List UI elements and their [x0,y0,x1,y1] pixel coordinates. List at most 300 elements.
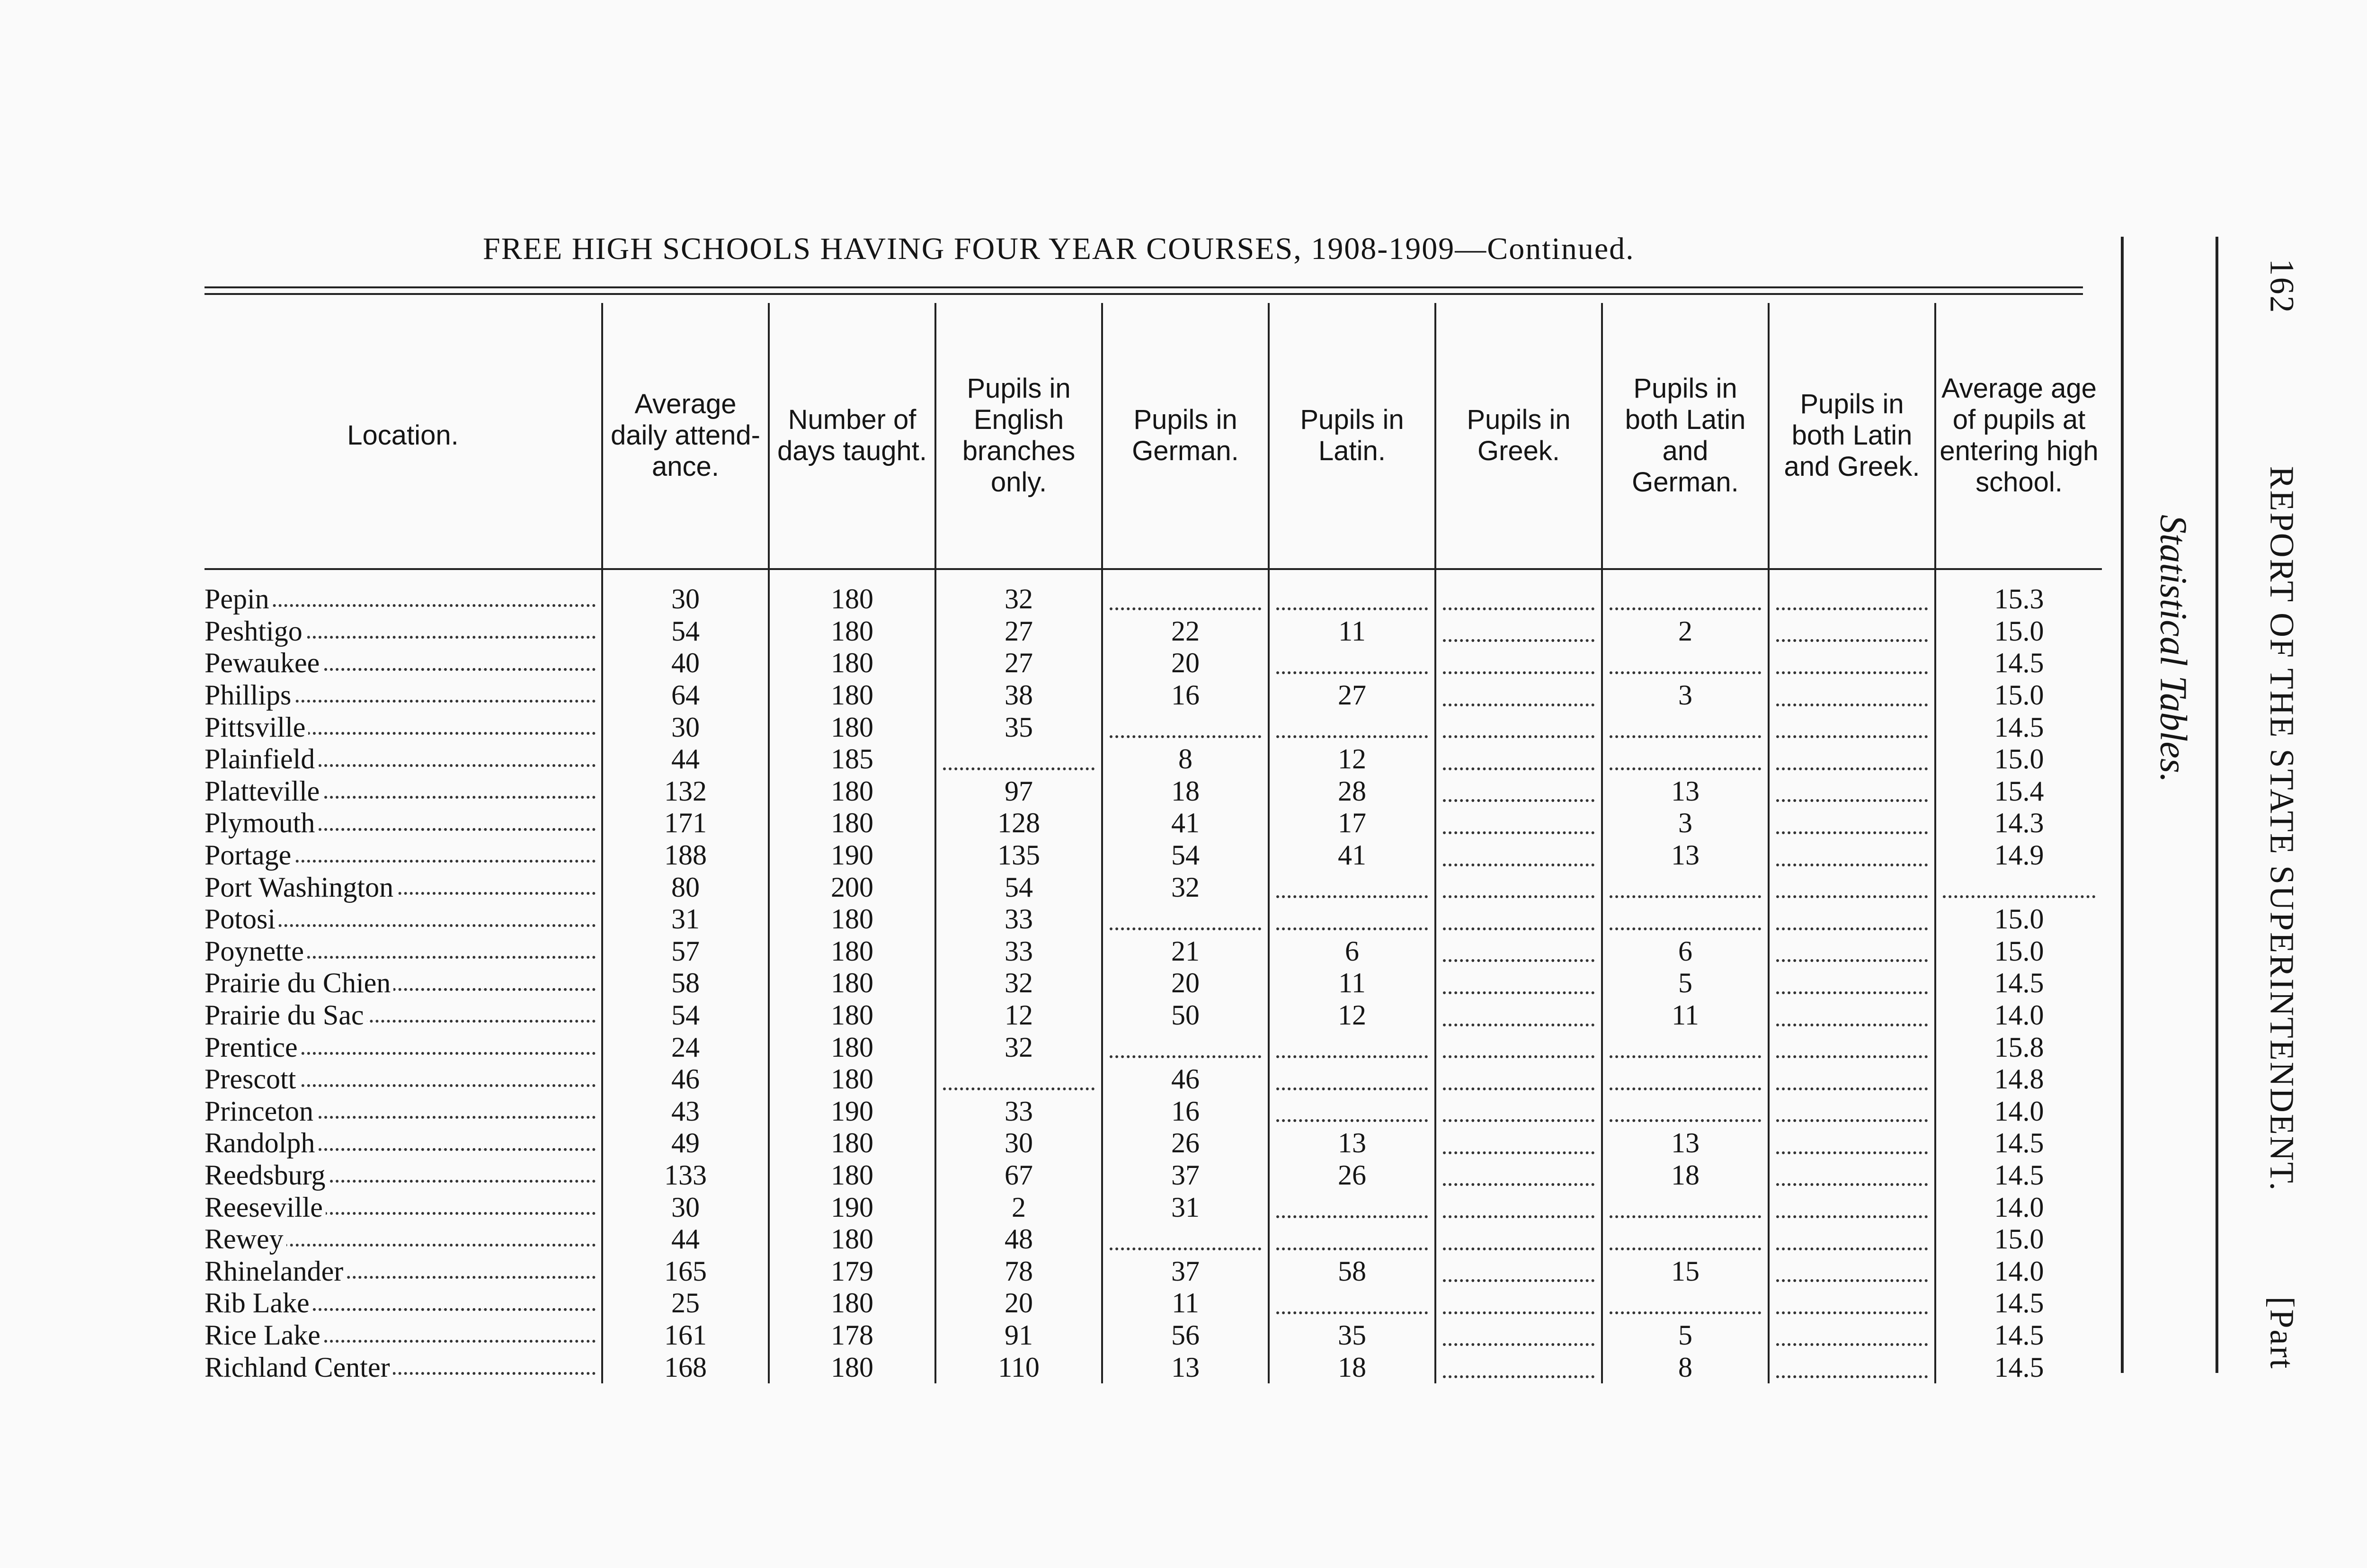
table-row [205,967,2102,999]
dotted-leader [1443,940,1594,962]
table-cell: 171 [602,807,769,839]
location-name: Pewaukee [205,647,322,678]
table-cell: 91 [935,1319,1102,1352]
table-cell: 5 [1602,1319,1769,1352]
table-cell: 15.0 [1935,935,2102,968]
table-row [205,1191,2102,1223]
table-cell: 3 [1602,679,1769,712]
table-cell: 41 [1269,839,1435,872]
dotted-leader [1610,1036,1761,1058]
table-cell: 30 [602,569,769,615]
table-cell: 80 [602,871,769,903]
table-cell: 14.0 [1935,1255,2102,1287]
table-cell: 22 [1102,615,1269,648]
table-cell [1769,1319,1935,1352]
table-cell: 132 [602,775,769,808]
dotted-leader [1610,1100,1761,1122]
table-cell: 178 [769,1319,935,1352]
table-cell: 135 [935,839,1102,872]
table-row [205,1127,2102,1159]
table-cell [1769,1031,1935,1063]
table-cell [1435,1031,1602,1063]
location-name: Pepin [205,583,272,615]
table-cell [1769,775,1935,808]
location-name: Pittsville [205,712,308,743]
table-cell: 35 [935,711,1102,743]
location-cell [205,999,602,1032]
page-title: FREE HIGH SCHOOLS HAVING FOUR YEAR COURSES, 1908-1909—Continued. [483,232,1635,266]
table-cell [1269,1063,1435,1096]
table-cell [1769,1063,1935,1096]
table-cell: 12 [1269,743,1435,775]
table-cell: 15.0 [1935,903,2102,935]
table-row [205,1319,2102,1352]
table-cell: 64 [602,679,769,712]
dotted-leader [1443,1132,1594,1154]
location-name: Poynette [205,935,307,967]
location-cell [205,1319,602,1352]
dotted-leader [1443,1356,1594,1378]
dotted-leader [1110,909,1261,930]
table-cell: 128 [935,807,1102,839]
location-cell [205,1159,602,1192]
table-cell [1269,871,1435,903]
location-name: Rhinelander [205,1256,346,1287]
table-cell: 2 [1602,615,1769,648]
location-cell [205,903,602,935]
column-header-days-taught: Number of days taught. [769,303,935,569]
dotted-leader [1443,876,1594,898]
table-cell [1769,807,1935,839]
table-cell: 32 [935,967,1102,999]
dotted-leader [1776,909,1928,930]
table-cell: 54 [602,999,769,1032]
table-cell: 180 [769,711,935,743]
table-row [205,807,2102,839]
table-cell: 180 [769,679,935,712]
location-cell [205,871,602,903]
table-cell: 58 [602,967,769,999]
dotted-leader [1776,1229,1928,1250]
table-cell: 43 [602,1096,769,1128]
table-cell [1435,807,1602,839]
table-cell: 180 [769,1063,935,1096]
statistics-table [205,303,2102,1383]
table-cell [1769,1159,1935,1192]
table-row [205,1096,2102,1128]
table-cell [1435,1127,1602,1159]
table-cell: 14.5 [1935,647,2102,679]
table-cell: 57 [602,935,769,968]
column-header-latin: Pupils in Latin. [1269,303,1435,569]
table-cell: 15.0 [1935,615,2102,648]
table-row [205,775,2102,808]
table-cell: 180 [769,1159,935,1192]
table-cell: 11 [1269,967,1435,999]
table-cell: 180 [769,775,935,808]
table-cell: 18 [1602,1159,1769,1192]
table-row [205,1351,2102,1383]
table-cell [1769,1096,1935,1128]
table-cell: 168 [602,1351,769,1383]
location-name: Prairie du Sac [205,999,367,1031]
table-cell: 46 [602,1063,769,1096]
table-cell: 180 [769,647,935,679]
location-name: Plymouth [205,807,318,838]
table-cell [1102,711,1269,743]
location-cell [205,1191,602,1223]
table-cell: 188 [602,839,769,872]
dotted-leader [1776,876,1928,898]
table-row [205,935,2102,968]
table-cell: 190 [769,1096,935,1128]
dotted-leader [1610,652,1761,674]
dotted-leader [1776,1164,1928,1186]
table-cell [1269,647,1435,679]
table-cell [1769,647,1935,679]
location-cell [205,647,602,679]
table-cell [1602,647,1769,679]
table-row [205,903,2102,935]
table-cell [1769,1351,1935,1383]
dotted-leader [1776,1036,1928,1058]
location-name: Prescott [205,1063,299,1095]
table-cell [1435,647,1602,679]
table-cell: 27 [935,647,1102,679]
table-cell: 33 [935,903,1102,935]
dotted-leader [943,748,1095,770]
table-row [205,1255,2102,1287]
location-name: Port Washington [205,872,396,903]
location-cell [205,679,602,712]
table-cell: 180 [769,999,935,1032]
table-row [205,569,2102,615]
column-header-greek: Pupils in Greek. [1435,303,1602,569]
table-cell: 37 [1102,1255,1269,1287]
table-cell: 200 [769,871,935,903]
dotted-leader [1776,972,1928,994]
table-cell: 48 [935,1223,1102,1256]
table-cell: 46 [1102,1063,1269,1096]
dotted-leader [1276,716,1428,738]
table-cell: 18 [1269,1351,1435,1383]
dotted-leader [1443,1324,1594,1346]
table-cell: 185 [769,743,935,775]
dotted-leader [1110,1036,1261,1058]
location-cell [205,1255,602,1287]
table-cell: 6 [1602,935,1769,968]
table-cell [1602,1287,1769,1319]
table-cell: 33 [935,935,1102,968]
side-subtitle: Statistical Tables. [2152,514,2194,783]
table-cell: 180 [769,1351,935,1383]
table-cell: 180 [769,1031,935,1063]
table-cell: 180 [769,569,935,615]
dotted-leader [1443,1164,1594,1186]
dotted-leader [1110,1229,1261,1250]
table-row [205,1031,2102,1063]
dotted-leader [1776,1196,1928,1218]
table-cell: 180 [769,903,935,935]
dotted-leader [1443,1292,1594,1314]
dotted-leader [1443,685,1594,706]
table-cell: 27 [1269,679,1435,712]
running-part-label: [Part [2263,1296,2301,1370]
table-cell: 15.0 [1935,679,2102,712]
table-cell: 30 [602,1191,769,1223]
table-cell: 25 [602,1287,769,1319]
column-header-latin-and-german: Pupils in both Latin and German. [1602,303,1769,569]
dotted-leader [1276,909,1428,930]
dotted-leader [1443,1100,1594,1122]
location-name: Rice Lake [205,1319,323,1351]
table-cell [1769,839,1935,872]
table-cell [1435,1191,1602,1223]
table-cell: 32 [935,1031,1102,1063]
location-name: Prentice [205,1032,301,1063]
dotted-leader [1776,716,1928,738]
table-cell: 49 [602,1127,769,1159]
dotted-leader [1276,1036,1428,1058]
table-cell: 14.5 [1935,1127,2102,1159]
column-header-average-entering-age: Average age of pupils at entering high school. [1935,303,2102,569]
running-header [2262,259,2302,1370]
table-cell: 38 [935,679,1102,712]
table-cell: 31 [602,903,769,935]
table-cell: 15.0 [1935,1223,2102,1256]
table-cell: 14.5 [1935,1159,2102,1192]
dotted-leader [1443,812,1594,834]
dotted-leader [1443,780,1594,802]
dotted-leader [1443,588,1594,610]
dotted-leader [1443,845,1594,866]
table-cell: 13 [1602,775,1769,808]
table-cell: 37 [1102,1159,1269,1192]
location-cell [205,839,602,872]
dotted-leader [1776,845,1928,866]
location-name: Princeton [205,1096,316,1127]
location-cell [205,935,602,968]
table-cell: 6 [1269,935,1435,968]
table-cell [1102,903,1269,935]
table-cell [1769,615,1935,648]
table-cell [1102,1223,1269,1256]
table-cell [1435,999,1602,1032]
table-cell [1435,871,1602,903]
table-cell: 180 [769,615,935,648]
location-name: Rib Lake [205,1287,312,1319]
table-cell [1769,967,1935,999]
table-cell [1769,935,1935,968]
dotted-leader [1276,652,1428,674]
dotted-leader [1443,620,1594,642]
table-cell: 32 [935,569,1102,615]
dotted-leader [1943,876,2095,898]
dotted-leader [1443,909,1594,930]
table-cell: 13 [1102,1351,1269,1383]
location-cell [205,1096,602,1128]
table-cell: 11 [1102,1287,1269,1319]
table-cell: 78 [935,1255,1102,1287]
table-cell: 58 [1269,1255,1435,1287]
dotted-leader [1276,1196,1428,1218]
location-cell [205,967,602,999]
dotted-leader [1610,876,1761,898]
dotted-leader [1776,940,1928,962]
dotted-leader [1610,588,1761,610]
table-cell [1269,1223,1435,1256]
dotted-leader [1276,876,1428,898]
table-cell: 179 [769,1255,935,1287]
dotted-leader [1610,1196,1761,1218]
table-cell [1769,1223,1935,1256]
table-cell [1602,871,1769,903]
table-cell: 11 [1602,999,1769,1032]
table-cell [1269,1287,1435,1319]
table-cell: 41 [1102,807,1269,839]
table-cell: 35 [1269,1319,1435,1352]
table-cell: 180 [769,1287,935,1319]
dotted-leader [1443,1036,1594,1058]
table-cell [1435,1287,1602,1319]
table-row [205,615,2102,648]
dotted-leader [1610,1069,1761,1090]
table-cell [1269,1096,1435,1128]
table-cell [1602,1096,1769,1128]
table-cell: 15.4 [1935,775,2102,808]
column-header-location: Location. [205,303,602,569]
table-cell: 165 [602,1255,769,1287]
table-cell: 21 [1102,935,1269,968]
dotted-leader [1776,1069,1928,1090]
location-name: Randolph [205,1127,318,1158]
dotted-leader [1776,1324,1928,1346]
table-cell: 18 [1102,775,1269,808]
dotted-leader [1443,1260,1594,1282]
table-cell: 40 [602,647,769,679]
table-cell [1769,569,1935,615]
table-cell [1602,903,1769,935]
table-cell: 14.5 [1935,1351,2102,1383]
table-row [205,1063,2102,1096]
table-cell [1102,1031,1269,1063]
table-cell [1769,999,1935,1032]
location-name: Richland Center [205,1352,393,1383]
table-cell [1769,903,1935,935]
table-cell: 20 [1102,647,1269,679]
table-cell [1435,967,1602,999]
dotted-leader [1276,588,1428,610]
location-cell [205,711,602,743]
table-cell [1602,1191,1769,1223]
table-cell [1602,569,1769,615]
dotted-leader [1776,652,1928,674]
table-cell: 180 [769,807,935,839]
location-name: Phillips [205,679,294,711]
table-cell [1435,615,1602,648]
table-cell: 13 [1269,1127,1435,1159]
dotted-leader [1276,1229,1428,1250]
table-row [205,999,2102,1032]
table-cell [1769,1191,1935,1223]
table-cell: 17 [1269,807,1435,839]
location-name: Portage [205,839,294,871]
table-cell [1435,1159,1602,1192]
table-cell: 44 [602,743,769,775]
table-row [205,871,2102,903]
location-name: Platteville [205,775,322,807]
location-cell [205,615,602,648]
table-cell [1435,1063,1602,1096]
table-cell: 16 [1102,1096,1269,1128]
location-cell [205,807,602,839]
table-cell: 56 [1102,1319,1269,1352]
table-row [205,679,2102,712]
table-cell [1769,711,1935,743]
table-cell: 15.3 [1935,569,2102,615]
column-header-average-daily-attendance: Average daily attend-ance. [602,303,769,569]
table-cell: 54 [602,615,769,648]
dotted-leader [1776,620,1928,642]
table-cell: 30 [935,1127,1102,1159]
table-cell: 33 [935,1096,1102,1128]
table-cell: 20 [1102,967,1269,999]
location-cell [205,743,602,775]
table-row [205,647,2102,679]
table-cell [1435,775,1602,808]
location-name: Prairie du Chien [205,967,393,998]
dotted-leader [1776,588,1928,610]
location-name: Peshtigo [205,615,305,647]
table-cell [1602,1031,1769,1063]
location-cell [205,1127,602,1159]
table-cell: 97 [935,775,1102,808]
location-name: Plainfield [205,743,318,775]
table-cell: 14.3 [1935,807,2102,839]
table-cell: 28 [1269,775,1435,808]
table-cell: 14.8 [1935,1063,2102,1096]
table-cell [1769,679,1935,712]
table-row [205,1287,2102,1319]
table-cell: 12 [1269,999,1435,1032]
table-cell: 3 [1602,807,1769,839]
table-cell: 190 [769,1191,935,1223]
location-cell [205,775,602,808]
table-cell [1935,871,2102,903]
table-cell: 190 [769,839,935,872]
dotted-leader [1610,909,1761,930]
running-head-title: REPORT OF THE STATE SUPERINTENDENT. [2263,466,2301,1192]
table-cell: 14.9 [1935,839,2102,872]
table-cell: 50 [1102,999,1269,1032]
dotted-leader [1443,1196,1594,1218]
table-cell [1602,743,1769,775]
dotted-leader [1443,972,1594,994]
table-cell: 8 [1602,1351,1769,1383]
dotted-leader [1443,652,1594,674]
table-cell: 26 [1102,1127,1269,1159]
table-cell [935,1063,1102,1096]
table-cell: 15 [1602,1255,1769,1287]
table-cell: 26 [1269,1159,1435,1192]
table-cell [1769,1255,1935,1287]
dotted-leader [1443,748,1594,770]
table-cell: 14.5 [1935,967,2102,999]
table-cell: 16 [1102,679,1269,712]
table-cell [1435,935,1602,968]
table-cell [1435,1319,1602,1352]
table-cell [1602,711,1769,743]
